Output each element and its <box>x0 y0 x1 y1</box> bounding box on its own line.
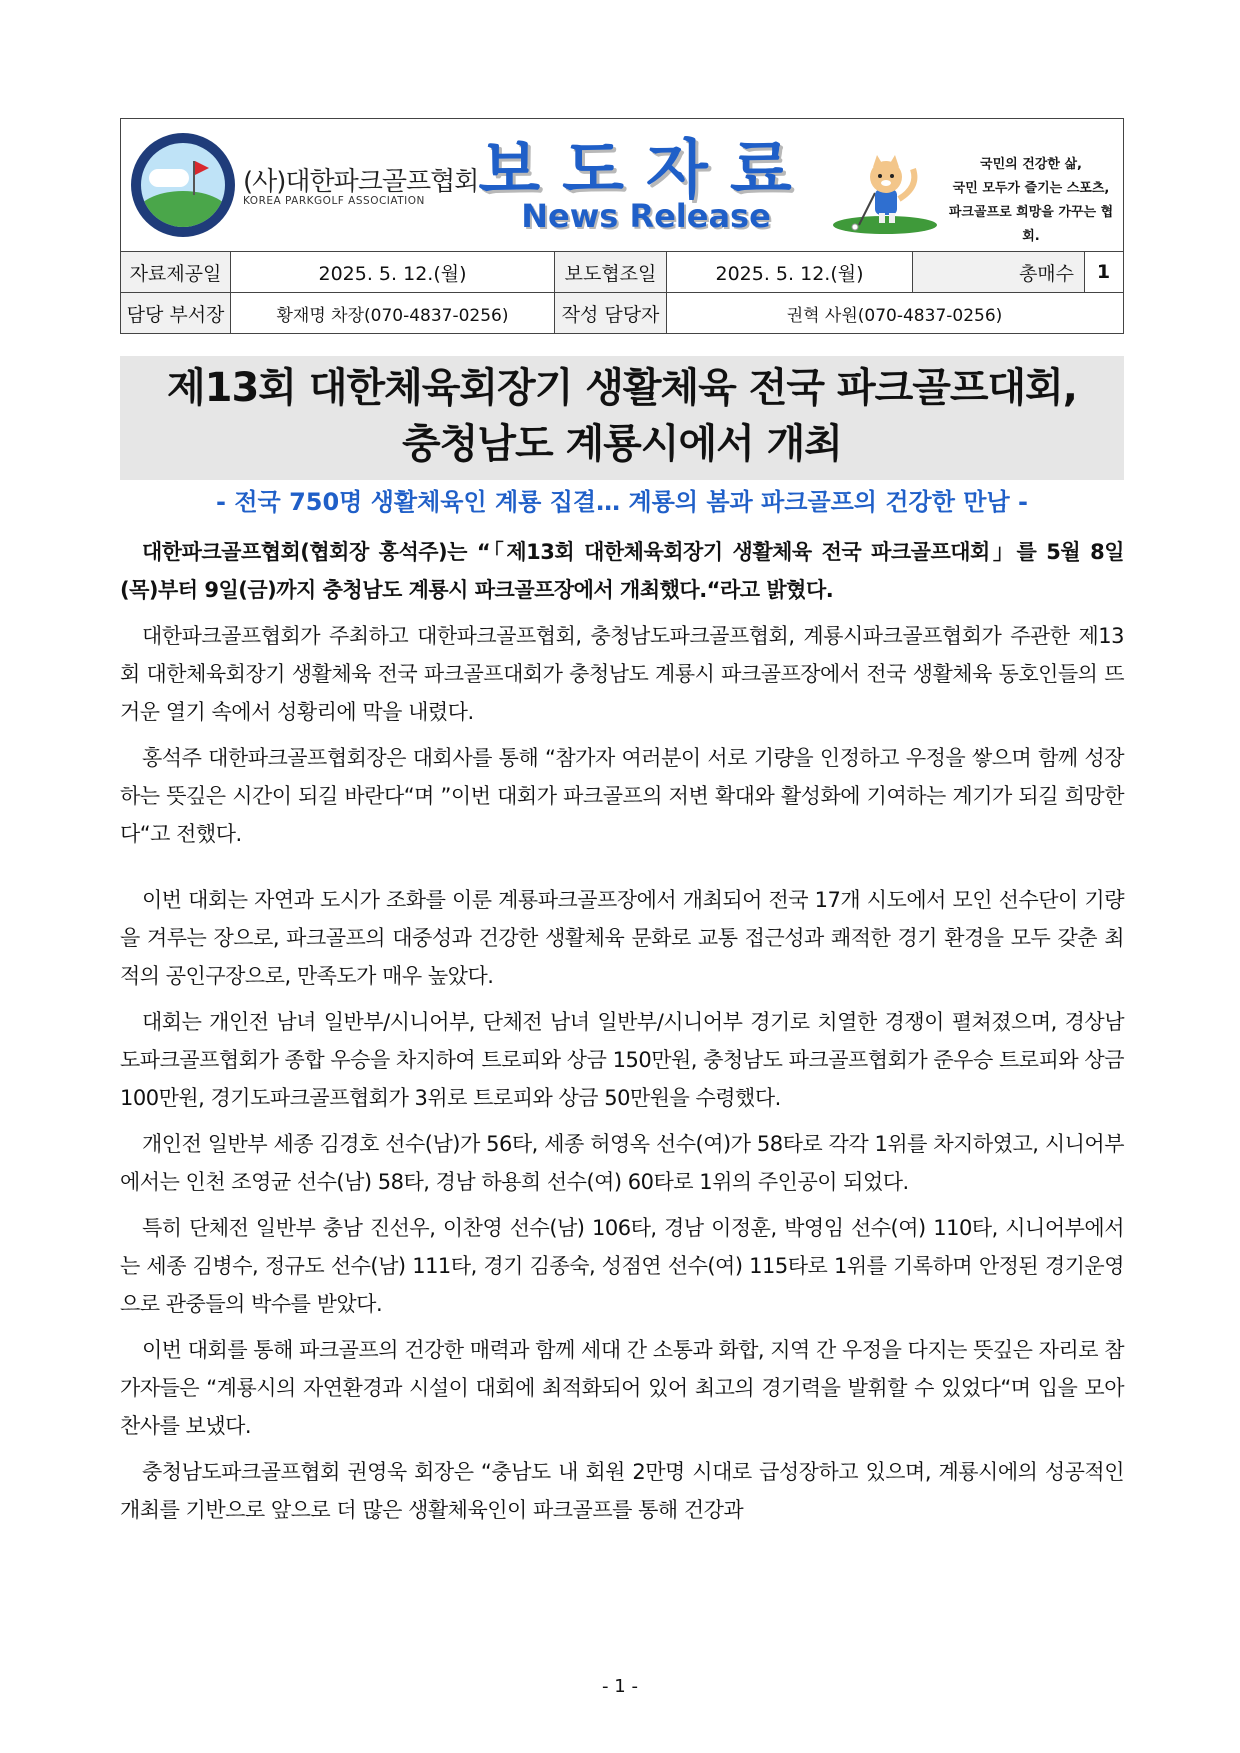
mascot-golfer-icon <box>829 147 937 235</box>
org-english-name: KOREA PARKGOLF ASSOCIATION <box>243 195 425 207</box>
press-release-page <box>120 118 1124 1537</box>
headline-box <box>120 356 1124 480</box>
body-paragraph: 개인전 일반부 세종 김경호 선수(남)가 56타, 세종 허영옥 선수(여)가 58타로 각각 1위를 차지하였고, 시니어부에서는 인천 조영균 선수(남) 58타, 경남 하용희 선수(여) 60타로 1위의 주인공이 되었다. <box>120 1132 1124 1194</box>
title-korean: 보도자료 <box>478 134 814 208</box>
label-page-count: 총매수 <box>913 252 1085 292</box>
value-release-date: 2025. 5. 12.(월) <box>231 252 555 292</box>
header-banner <box>121 119 1123 252</box>
body-paragraph: 홍석주 대한파크골프협회장은 대회사를 통해 “참가자 여러분이 서로 기량을 인정하고 우정을 쌓으며 함께 성장하는 뜻깊은 시간이 되길 바란다“며 ”이번 대회가 파크골프의 저변 확대와 활성화에 기여하는 계기가 되길 희망한다“고 전했다. <box>120 746 1124 846</box>
article-body <box>120 533 1124 1529</box>
header-table <box>120 118 1124 334</box>
title-english: News Release <box>521 197 771 235</box>
association-logo <box>131 133 235 237</box>
slogan-line: 국민 모두가 즐기는 스포츠, <box>952 181 1110 196</box>
info-row-dates <box>121 252 1123 293</box>
value-writer: 권혁 사원(070-4837-0256) <box>786 305 1003 326</box>
label-department-head: 담당 부서장 <box>121 293 231 333</box>
lead-paragraph: 대한파크골프협회(협회장 홍석주)는 “「제13회 대한체육회장기 생활체육 전국 파크골프대회」를 5월 8일(목)부터 9일(금)까지 충청남도 계룡시 파크골프장에서 개최했다.“라고 밝혔다. <box>120 540 1124 602</box>
slogan <box>941 153 1121 249</box>
body-paragraph: 특히 단체전 일반부 충남 진선우, 이찬영 선수(남) 106타, 경남 이정훈, 박영임 선수(여) 110타, 시니어부에서는 세종 김병수, 정규도 선수(남) 111타, 경기 김종숙, 성점연 선수(여) 115타로 1위를 기록하며 안정된 경기운영으로 관중들의 박수를 받았다. <box>120 1216 1124 1316</box>
body-paragraph: 대회는 개인전 남녀 일반부/시니어부, 단체전 남녀 일반부/시니어부 경기로 치열한 경쟁이 펼쳐졌으며, 경상남도파크골프협회가 종합 우승을 차지하여 트로피와 상금 150만원, 충청남도 파크골프협회가 준우승 트로피와 상금 100만원, 경기도파크골프협회가 3위로 트로피와 상금 50만원을 수령했다. <box>120 1010 1124 1110</box>
info-row-contacts <box>121 293 1123 333</box>
headline-line: 충청남도 계룡시에서 개최 <box>402 421 842 467</box>
label-embargo-date: 보도협조일 <box>555 252 667 292</box>
value-embargo-date: 2025. 5. 12.(월) <box>667 252 913 292</box>
label-writer: 작성 담당자 <box>555 293 667 333</box>
body-paragraph: 대한파크골프협회가 주최하고 대한파크골프협회, 충청남도파크골프협회, 계룡시파크골프협회가 주관한 제13회 대한체육회장기 생활체육 전국 파크골프대회가 충청남도 계룡시 파크골프장에서 전국 생활체육 동호인들의 뜨거운 열기 속에서 성황리에 막을 내렸다. <box>120 624 1124 724</box>
body-paragraph: 이번 대회는 자연과 도시가 조화를 이룬 계룡파크골프장에서 개최되어 전국 17개 시도에서 모인 선수단이 기량을 겨루는 장으로, 파크골프의 대중성과 건강한 생활체육 문화로 교통 접근성과 쾌적한 경기 환경을 모두 갖춘 최적의 공인구장으로, 만족도가 매우 높았다. <box>120 888 1124 988</box>
headline-line: 제13회 대한체육회장기 생활체육 전국 파크골프대회, <box>166 365 1077 411</box>
value-page-count: 1 <box>1096 261 1111 283</box>
body-paragraph: 충청남도파크골프협회 권영욱 회장은 “충남도 내 회원 2만명 시대로 급성장하고 있으며, 계룡시에의 성공적인 개최를 기반으로 앞으로 더 많은 생활체육인이 파크골프를 통해 건강과 <box>120 1460 1124 1522</box>
label-release-date: 자료제공일 <box>121 252 231 292</box>
value-department-head: 황재명 차장(070-4837-0256) <box>231 293 555 333</box>
org-name: (사)대한파크골프협회 <box>243 167 479 197</box>
slogan-line: 국민의 건강한 삶, <box>980 157 1082 172</box>
subheadline: - 전국 750명 생활체육인 계룡 집결… 계룡의 봄과 파크골프의 건강한 만남 - <box>216 488 1028 516</box>
page-number: - 1 - <box>602 1676 638 1697</box>
slogan-line: 파크골프로 희망을 가꾸는 협회. <box>948 205 1114 244</box>
body-paragraph: 이번 대회를 통해 파크골프의 건강한 매력과 함께 세대 간 소통과 화합, 지역 간 우정을 다지는 뜻깊은 자리로 참가자들은 “계룡시의 자연환경과 시설이 대회에 최적화되어 있어 최고의 경기력을 발휘할 수 있었다“며 입을 모아 찬사를 보냈다. <box>120 1338 1124 1438</box>
